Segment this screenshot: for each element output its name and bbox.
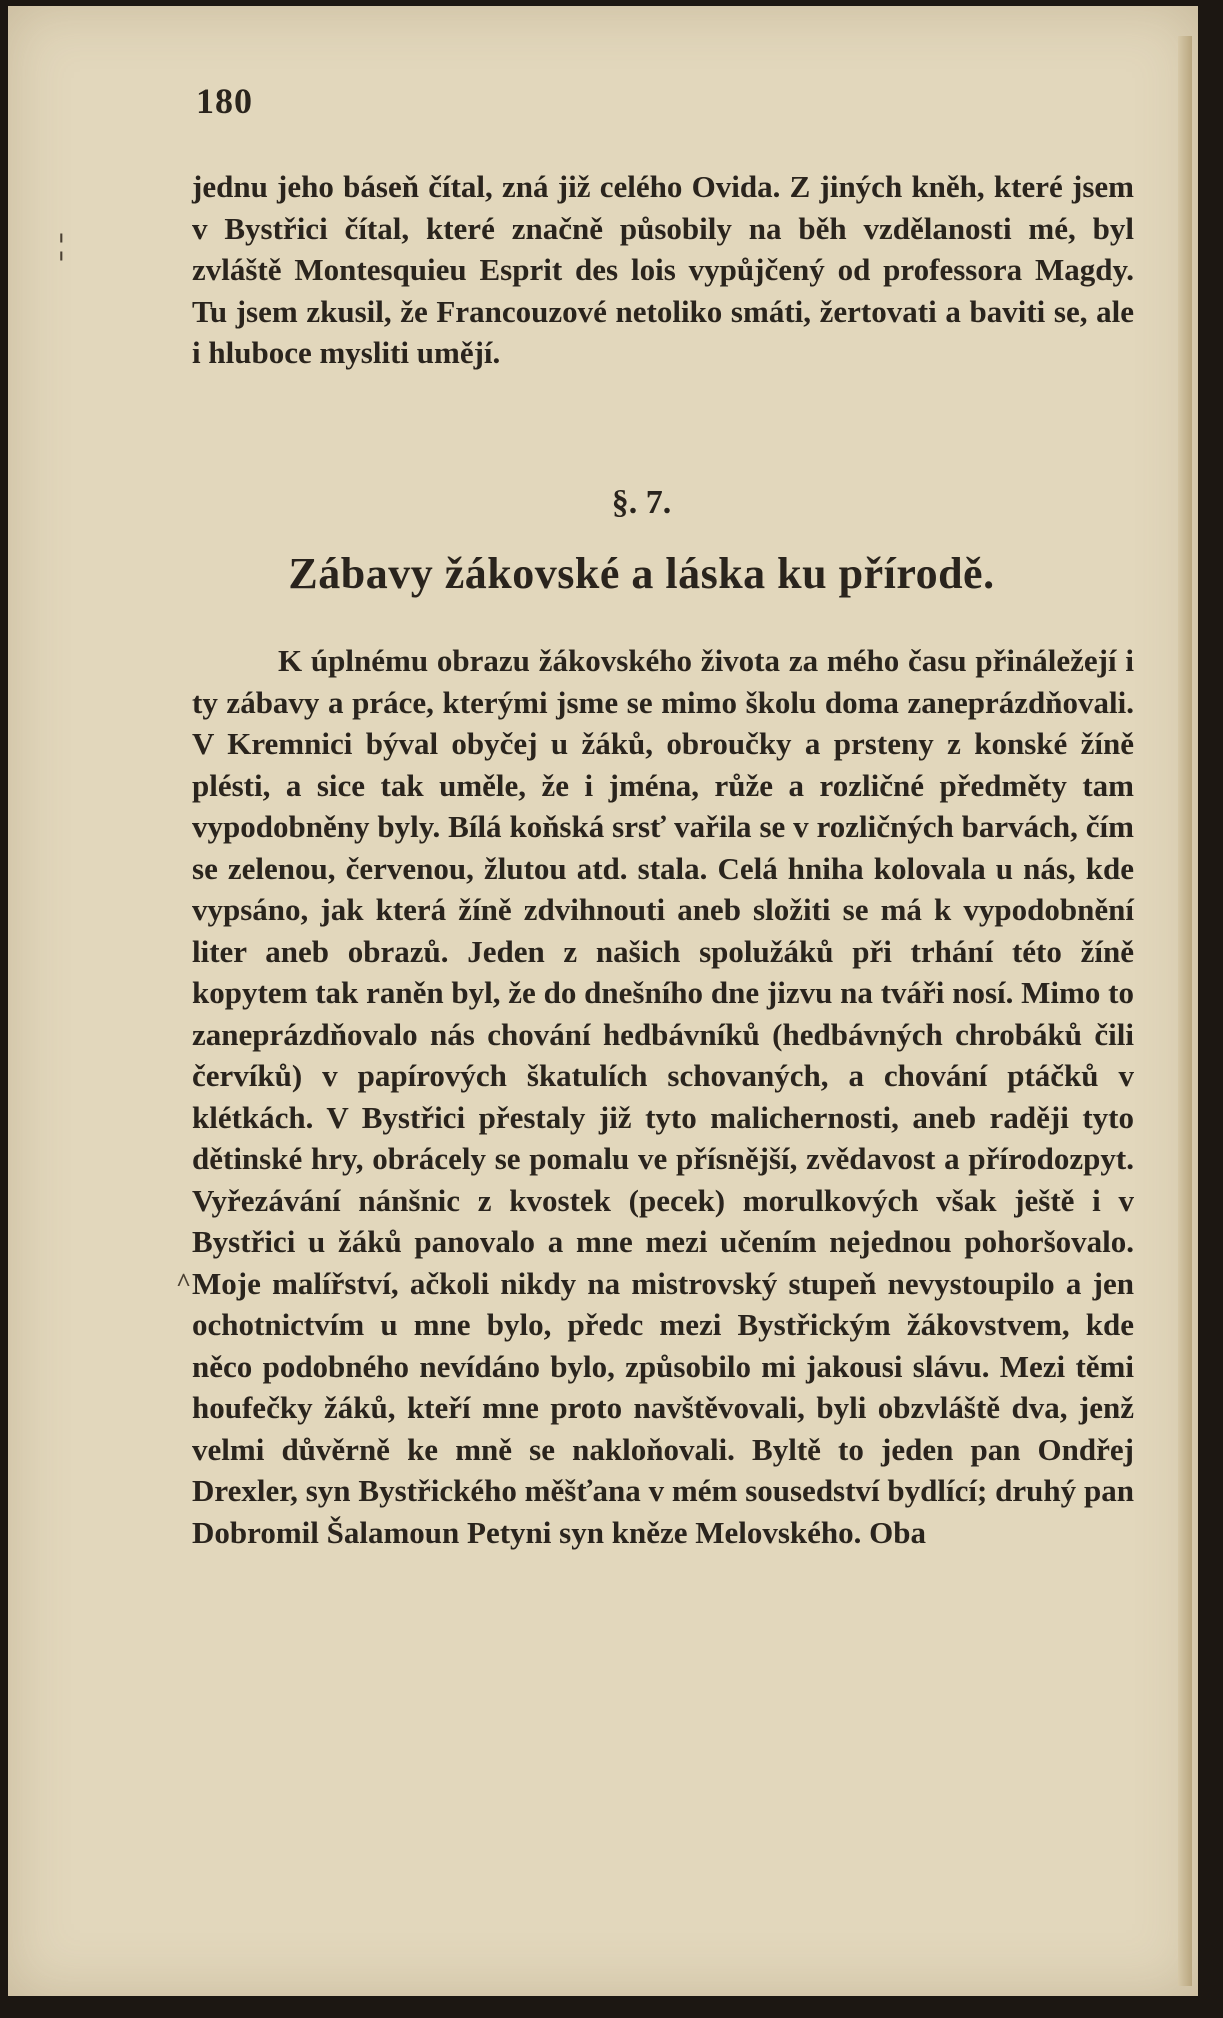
paragraph-section-body: K úplnému obrazu žákovského života za mého času přináležejí i ty zábavy a práce, kterými jsme se mimo školu doma zaneprázdňovali. V Kremnici býval obyčej u žáků, obroučky a prsteny z konské žíně plésti, a sice tak uměle, že i jména, růže a rozličné předměty tam vypodobněny byly. Bílá koňská srsť vařila se v rozličných barvách, čím se zelenou, červenou, žlutou atd. stala. Celá hniha kolovala u nás, kde vypsáno, jak která žíně zdvihnouti aneb složiti se má k vypodobnění liter aneb obrazů. Jeden z našich spolužáků při trhání této žíně kopytem tak raněn byl, že do dnešního dne jizvu na tváři nosí. Mimo to zaneprázdňovalo nás chování hedbávníků (hedbávných chrobáků čili červíků) v papírových škatulích schovaných, a chování ptáčků v klétkách. V Bystřici přestaly již tyto malichernosti, aneb raději tyto dětinské hry, obrácely se pomalu ve přísnější, zvědavost a přírodozpyt. Vyřezávání nánšnic z kvostek (pecek) morulkových však ještě i v Bystřici u žáků panovalo a mne mezi učením nejednou pohoršovalo. Moje malířství, ačkoli nikdy na mistrovský stupeň nevystoupilo a jen ochotnictvím u mne bylo, předc mezi Bystřickým žákovstvem, kde něco podobného nevídáno bylo, způsobilo mi jakousi slávu. Mezi těmi houfečky žáků, kteří mne proto navštěvovali, byli obzvláště dva, jenž velmi důvěrně ke mně se nakloňovali. Byltě to jeden pan Ondřej Drexler, syn Bystřického měšťana v mém sousedství bydlící; druhý pan Dobromil Šalamoun Petyni syn kněze Melovského. Oba <box>192 643 1134 1550</box>
page-number: 180 <box>196 81 253 121</box>
margin-mark-top: ¦ <box>58 228 65 261</box>
section-number: §. 7. <box>611 484 672 521</box>
paragraph-continued: jednu jeho báseň čítal, zná již celého Ovida. Z jiných kněh, které jsem v Bystřici čítal, které značně působily na běh vzdělanosti mé, byl zvláště Montesquieu Esprit des lois vypůjčený od professora Magdy. Tu jsem zkusil, že Francouzové netoliko smáti, žertovati a baviti se, ale i hluboce mysliti umějí. <box>192 169 1134 370</box>
page-edge <box>1178 36 1192 1986</box>
margin-mark-middle: ^ <box>176 1268 192 1297</box>
section-title: Zábavy žákovské a láska ku přírodě. <box>288 549 995 598</box>
